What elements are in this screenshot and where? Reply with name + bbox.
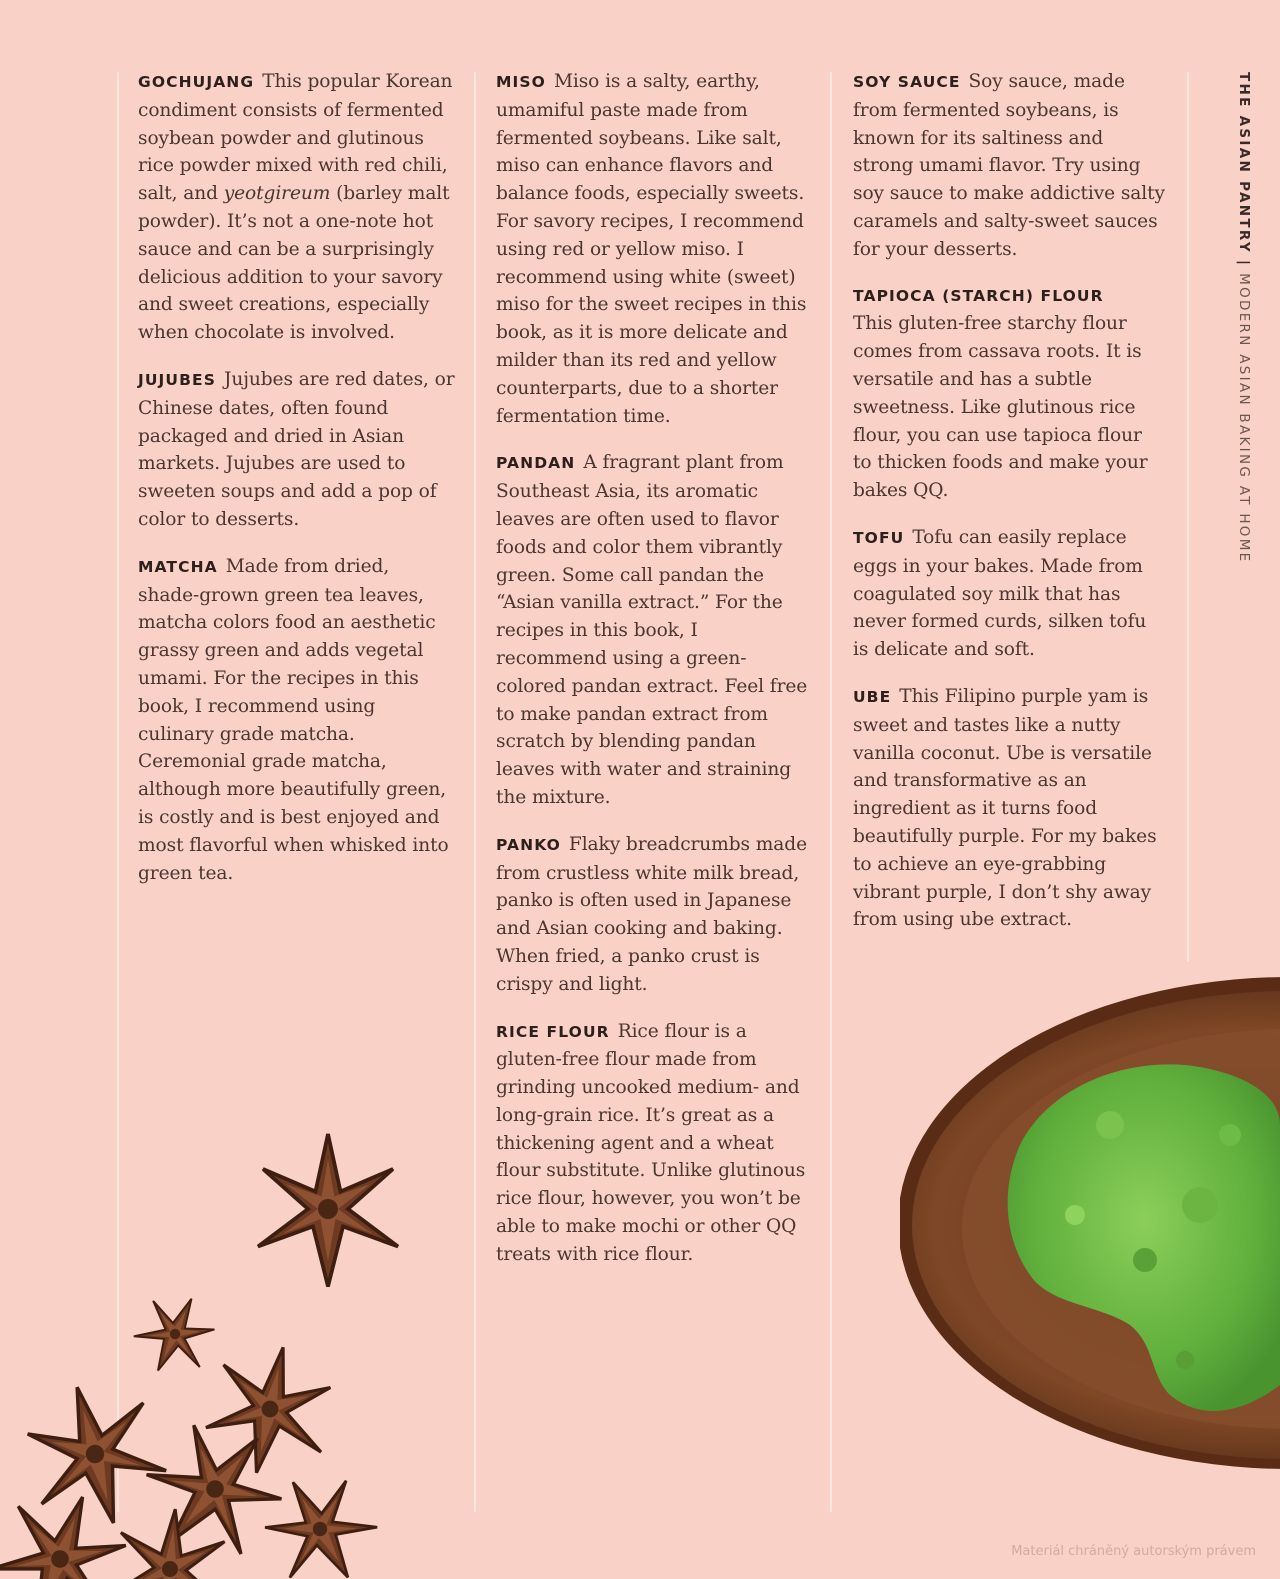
glossary-term: SOY SAUCE bbox=[853, 73, 961, 91]
glossary-entry-matcha bbox=[138, 553, 456, 888]
glossary-entry-ube bbox=[853, 683, 1165, 934]
running-head-section: THE ASIAN PANTRY bbox=[1236, 72, 1252, 254]
glossary-term: UBE bbox=[853, 687, 892, 706]
running-head bbox=[1236, 72, 1252, 564]
glossary-definition: Made from dried, shade-grown green tea leaves, matcha colors food an aesthetic grassy green and adds vegetal umami. For the recipes in this book, I recommend using culinary grade matcha. Ceremonial grade matcha, although more beautifully green, is costly and is best enjoyed and most flavorful when whisked into green tea. bbox=[138, 555, 449, 884]
watermark: Materiál chráněný autorským právem bbox=[1011, 1544, 1256, 1559]
glossary-entry-miso bbox=[496, 68, 808, 430]
glossary-entry-rice-flour bbox=[496, 1018, 808, 1269]
column-divider-middle-right bbox=[830, 72, 832, 1512]
glossary-definition-italic: yeotgireum bbox=[223, 183, 331, 205]
glossary-definition: This popular Korean condiment consists of fermented soybean powder and glutinous rice powder mixed with red chili, salt, and bbox=[138, 71, 453, 205]
glossary-definition: (barley malt powder). It’s not a one-note hot sauce and can be a surprisingly delicious addition to your savory and sweet creations, especially when chocolate is involved. bbox=[138, 183, 450, 344]
glossary-definition: Flaky breadcrumbs made from crustless white milk bread, panko is often used in Japanese and Asian cooking and baking. When fried, a panko crust is crispy and light. bbox=[496, 833, 807, 995]
glossary-column-3 bbox=[853, 68, 1165, 953]
star-anise-image bbox=[0, 1119, 440, 1579]
running-head-book-title: MODERN ASIAN BAKING AT HOME bbox=[1236, 273, 1252, 564]
glossary-definition: Rice flour is a gluten-free flour made from grinding uncooked medium- and long-grain rice. It’s great as a thickening agent and a wheat flour substitute. Unlike glutinous rice flour, however, you won’t be able to make mochi or other QQ treats with rice flour. bbox=[496, 1020, 806, 1265]
running-head-separator: | bbox=[1236, 259, 1252, 268]
column-divider-middle-left bbox=[474, 72, 476, 1512]
glossary-term: GOCHUJANG bbox=[138, 73, 255, 91]
glossary-definition: Jujubes are red dates, or Chinese dates, often found packaged and dried in Asian markets. Jujubes are used to sweeten soups and add a pop of color to desserts. bbox=[138, 368, 455, 530]
glossary-definition: A fragrant plant from Southeast Asia, its aromatic leaves are often used to flavor foods and color them vibrantly green. Some call pandan the “Asian vanilla extract.” For the recipes in this book, I recommend using a green-colored pandan extract. Feel free to make pandan extract from scratch by blending pandan leaves with water and straining the mixture. bbox=[496, 452, 808, 808]
glossary-term: PANDAN bbox=[496, 454, 576, 473]
matcha-bowl-image bbox=[900, 975, 1280, 1475]
glossary-entry-gochujang bbox=[138, 68, 456, 347]
glossary-term: JUJUBES bbox=[138, 370, 216, 389]
glossary-entry-soy-sauce bbox=[853, 68, 1165, 264]
glossary-term: TAPIOCA (STARCH) FLOUR bbox=[853, 286, 1104, 305]
glossary-definition: This gluten-free starchy flour comes from cassava roots. It is versatile and has a subtle sweetness. Like glutinous rice flour, you can use tapioca flour to thicken foods and make your bakes QQ. bbox=[853, 313, 1148, 502]
column-divider-right bbox=[1187, 72, 1189, 962]
glossary-definition: Miso is a salty, earthy, umamiful paste made from fermented soybeans. Like salt, miso can enhance flavors and balance foods, especially sweets. For savory recipes, I recommend using red or yellow miso. I recommend using white (sweet) miso for the sweet recipes in this book, as it is more delicate and milder than its red and yellow counterparts, due to a shorter fermentation time. bbox=[496, 71, 807, 427]
glossary-term: MATCHA bbox=[138, 557, 218, 576]
glossary-definition: This Filipino purple yam is sweet and tastes like a nutty vanilla coconut. Ube is versatile and transformative as an ingredient as it turns food beautifully purple. For my bakes to achieve an eye-grabbing vibrant purple, I don’t shy away from using ube extract. bbox=[853, 685, 1157, 931]
glossary-column-1 bbox=[138, 68, 456, 906]
glossary-entry-jujubes bbox=[138, 366, 456, 534]
glossary-entry-tapioca-flour bbox=[853, 283, 1165, 505]
glossary-term: MISO bbox=[496, 73, 546, 91]
glossary-term: RICE FLOUR bbox=[496, 1022, 610, 1041]
glossary-term: PANKO bbox=[496, 835, 561, 854]
glossary-entry-panko bbox=[496, 831, 808, 999]
glossary-column-2 bbox=[496, 68, 808, 1288]
glossary-entry-tofu bbox=[853, 524, 1165, 664]
glossary-definition: Soy sauce, made from fermented soybeans, is known for its saltiness and strong umami flavor. Try using soy sauce to make addictive salty caramels and salty-sweet sauces for your desserts. bbox=[853, 71, 1165, 260]
glossary-definition: Tofu can easily replace eggs in your bakes. Made from coagulated soy milk that has never formed curds, silken tofu is delicate and soft. bbox=[853, 526, 1147, 661]
glossary-entry-pandan bbox=[496, 449, 808, 811]
glossary-term: TOFU bbox=[853, 528, 905, 547]
